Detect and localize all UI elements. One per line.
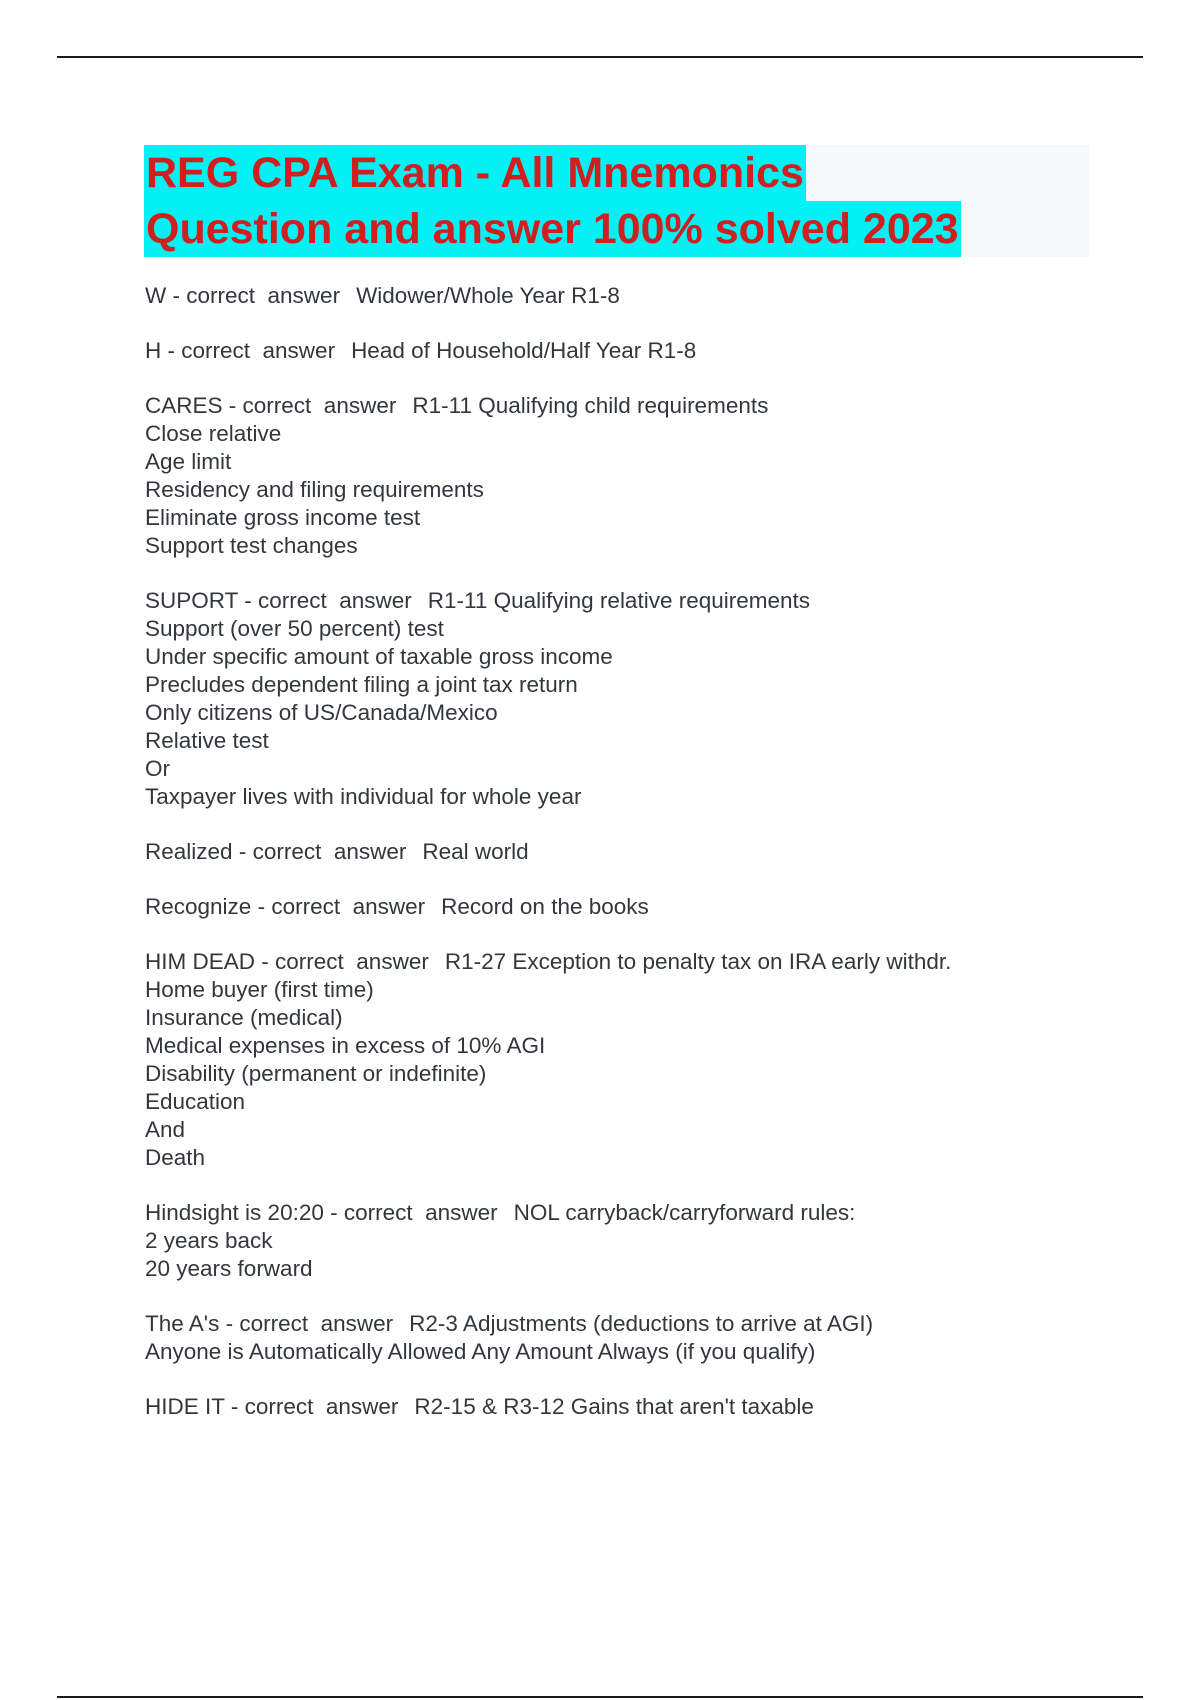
qa-detail-line: Or (145, 756, 170, 781)
qa-connector: - correct answer (244, 588, 412, 613)
bottom-rule (57, 1696, 1143, 1698)
qa-entry (145, 337, 1145, 365)
qa-connector: - correct answer (228, 393, 397, 418)
qa-term: HIM DEAD (145, 949, 256, 974)
qa-entry (145, 1310, 1145, 1366)
title-line-1: REG CPA Exam - All Mnemonics (144, 145, 806, 201)
qa-answer: R2-15 & R3-12 Gains that aren't taxable (414, 1394, 814, 1419)
qa-entry (145, 392, 1145, 560)
qa-connector: - correct answer (330, 1200, 498, 1225)
qa-entry (145, 948, 1145, 1172)
qa-detail-line: Taxpayer lives with individual for whole year (145, 784, 582, 809)
qa-entry (145, 893, 1145, 921)
qa-answer: Record on the books (441, 894, 649, 919)
qa-detail-line: Medical expenses in excess of 10% AGI (145, 1033, 546, 1058)
qa-detail-line: Education (145, 1089, 246, 1114)
qa-term: HIDE IT (145, 1394, 225, 1419)
qa-term: H (145, 338, 162, 363)
qa-entry (145, 587, 1145, 811)
qa-answer: NOL carryback/carryforward rules: (513, 1200, 856, 1225)
qa-detail-line: Disability (permanent or indefinite) (145, 1061, 487, 1086)
qa-connector: - correct answer (225, 1311, 394, 1336)
qa-term: Recognize (145, 894, 252, 919)
qa-detail-line: Death (145, 1145, 206, 1170)
qa-detail-line: 2 years back (145, 1228, 273, 1253)
qa-detail-line: Support test changes (145, 533, 358, 558)
qa-question-line (145, 948, 1145, 976)
qa-question-line (145, 838, 1145, 866)
qa-detail-line: Age limit (145, 449, 232, 474)
qa-question-line (145, 1199, 1145, 1227)
qa-entry (145, 1199, 1145, 1283)
qa-question-line (145, 282, 1145, 310)
qa-question-line (145, 1310, 1145, 1338)
qa-answer: R2-3 Adjustments (deductions to arrive at AGI) (409, 1311, 874, 1336)
qa-entry (145, 1393, 1145, 1421)
qa-entry (145, 282, 1145, 310)
qa-question-line (145, 1393, 1145, 1421)
qa-connector: - correct answer (167, 338, 336, 363)
qa-answer: R1-11 Qualifying child requirements (412, 393, 769, 418)
qa-detail-line: Close relative (145, 421, 282, 446)
qa-term: W (145, 283, 167, 308)
qa-term: Realized (145, 839, 233, 864)
qa-connector: - correct answer (172, 283, 341, 308)
qa-detail-line: Insurance (medical) (145, 1005, 343, 1030)
qa-term: SUPORT (145, 588, 238, 613)
qa-answer: Real world (422, 839, 529, 864)
title-line-2: Question and answer 100% solved 2023 (144, 201, 961, 257)
qa-list (145, 282, 1145, 1448)
qa-answer: R1-11 Qualifying relative requirements (427, 588, 811, 613)
qa-question-line (145, 337, 1145, 365)
qa-term: CARES (145, 393, 223, 418)
qa-term: The A's (145, 1311, 220, 1336)
qa-question-line (145, 893, 1145, 921)
qa-answer: Widower/Whole Year R1-8 (356, 283, 620, 308)
qa-connector: - correct answer (230, 1394, 399, 1419)
qa-detail-line: Residency and filing requirements (145, 477, 484, 502)
qa-question-line (145, 587, 1145, 615)
qa-answer: R1-27 Exception to penalty tax on IRA early withdr. (444, 949, 952, 974)
qa-term: Hindsight is 20:20 (145, 1200, 324, 1225)
qa-detail-line: Relative test (145, 728, 269, 753)
qa-detail-line: Only citizens of US/Canada/Mexico (145, 700, 498, 725)
qa-detail-line: Anyone is Automatically Allowed Any Amount Always (if you qualify) (145, 1339, 816, 1364)
qa-question-line (145, 392, 1145, 420)
qa-detail-line: Under specific amount of taxable gross income (145, 644, 613, 669)
qa-connector: - correct answer (238, 839, 407, 864)
qa-detail-line: And (145, 1117, 186, 1142)
qa-detail-line: Home buyer (first time) (145, 977, 374, 1002)
top-rule (57, 56, 1143, 58)
qa-detail-line: Precludes dependent filing a joint tax return (145, 672, 578, 697)
qa-connector: - correct answer (261, 949, 429, 974)
qa-detail-line: Support (over 50 percent) test (145, 616, 444, 641)
qa-detail-line: Eliminate gross income test (145, 505, 421, 530)
qa-answer: Head of Household/Half Year R1-8 (351, 338, 697, 363)
qa-connector: - correct answer (257, 894, 426, 919)
qa-entry (145, 838, 1145, 866)
qa-detail-line: 20 years forward (145, 1256, 313, 1281)
document-title (144, 145, 1089, 257)
